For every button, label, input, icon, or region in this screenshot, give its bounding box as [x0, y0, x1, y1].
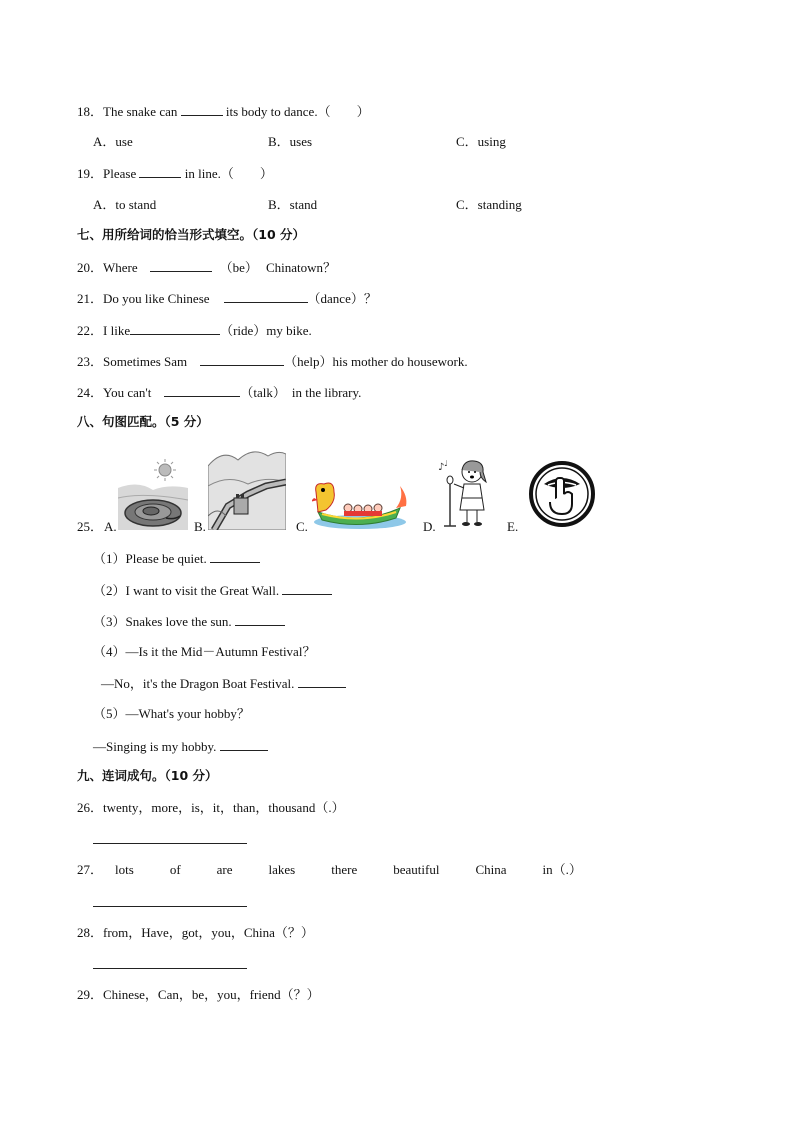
match-item-text: —Singing is my hobby.: [93, 739, 220, 754]
match-item-text: （3）Snakes love the sun.: [93, 614, 235, 629]
question-text: Do you like Chinese: [103, 291, 210, 306]
word: China: [475, 862, 507, 877]
answer-blank[interactable]: [224, 290, 308, 303]
word-hint: （talk）: [240, 385, 286, 400]
question-number: 29．: [77, 987, 104, 1002]
label-e: E.: [507, 519, 519, 534]
question-text: in line.（ ）: [181, 166, 273, 181]
question-text: Chinatown？: [265, 260, 336, 275]
option-b[interactable]: B．stand: [268, 197, 318, 212]
quiet-sign-picture: [528, 460, 596, 528]
question-number: 19．: [77, 166, 104, 181]
option-a[interactable]: A．use: [93, 134, 133, 149]
question-text: The snake can: [103, 104, 181, 119]
question-number: 26．: [77, 800, 104, 815]
match-item-4: （4）—Is it the Mid－Autumn Festival？: [93, 644, 316, 659]
word: lots: [115, 862, 134, 877]
question-22: [77, 322, 312, 339]
option-a[interactable]: A．to stand: [93, 197, 157, 212]
answer-line[interactable]: [93, 968, 247, 969]
match-item-text: —No，it's the Dragon Boat Festival.: [101, 676, 298, 691]
question-text: I like: [103, 323, 131, 338]
answer-blank[interactable]: [130, 322, 220, 335]
label-d: D.: [423, 519, 436, 534]
answer-blank[interactable]: [282, 582, 332, 595]
answer-blank[interactable]: [139, 165, 181, 178]
question-number: 24．: [77, 385, 104, 400]
match-item-5-reply: [93, 738, 268, 755]
question-text: Chinese，Can，be，you，friend（？）: [103, 987, 320, 1002]
question-number: 18．: [77, 104, 104, 119]
question-number: 27．: [77, 862, 104, 877]
option-b[interactable]: B．uses: [268, 134, 313, 149]
snake-sun-picture: [118, 458, 188, 530]
answer-line[interactable]: [93, 843, 247, 844]
match-item-2: [93, 582, 332, 599]
question-number: 25．: [77, 519, 104, 534]
question-text: its body to dance.（ ）: [222, 104, 370, 119]
question-text: from，Have，got，you，China（？）: [103, 925, 314, 940]
answer-blank[interactable]: [298, 675, 346, 688]
question-19: [77, 165, 273, 182]
word: in（.）: [542, 862, 582, 877]
question-number: 21．: [77, 291, 104, 306]
dragon-boat-picture: [312, 478, 408, 530]
great-wall-picture: [208, 446, 286, 530]
question-number: 22．: [77, 323, 104, 338]
answer-blank[interactable]: [181, 103, 223, 116]
question-18: [77, 103, 370, 120]
question-number: 28．: [77, 925, 104, 940]
question-20: [77, 259, 336, 276]
question-text: Sometimes Sam: [103, 354, 188, 369]
answer-blank[interactable]: [150, 259, 212, 272]
question-26: [77, 800, 345, 816]
question-text: in the library.: [291, 385, 362, 400]
question-23: [77, 353, 468, 370]
match-item-1: [93, 550, 260, 567]
answer-blank[interactable]: [235, 613, 285, 626]
question-text: Where: [103, 260, 138, 275]
question-28: [77, 925, 314, 941]
match-item-text: （1）Please be quiet.: [93, 551, 210, 566]
word-hint: （dance）？: [307, 291, 377, 306]
word-hint: （help）his mother do housework.: [284, 354, 468, 369]
answer-blank[interactable]: [164, 384, 240, 397]
word-hint: （ride）my bike.: [220, 323, 312, 338]
match-item-3: [93, 613, 285, 630]
label-b: B.: [194, 519, 206, 534]
word: are: [216, 862, 233, 877]
word: there: [331, 862, 358, 877]
word: beautiful: [393, 862, 440, 877]
section-8-heading: 八、句图匹配。（5 分）: [77, 414, 209, 429]
label-a: A.: [104, 519, 117, 534]
label-c: C.: [296, 519, 308, 534]
option-c[interactable]: C．standing: [456, 197, 522, 212]
question-24: [77, 384, 361, 401]
singing-girl-picture: [436, 458, 492, 530]
question-text: Please: [103, 166, 140, 181]
svg-text:♩: ♩: [444, 459, 448, 468]
answer-blank[interactable]: [210, 550, 260, 563]
answer-blank[interactable]: [220, 738, 268, 751]
svg-text:♪: ♪: [438, 462, 445, 473]
match-item-text: （2）I want to visit the Great Wall.: [93, 583, 283, 598]
question-number: 23．: [77, 354, 104, 369]
answer-line[interactable]: [93, 906, 247, 907]
question-text: twenty，more，is，it，than，thousand（.）: [103, 800, 345, 815]
word: lakes: [268, 862, 296, 877]
option-c[interactable]: C．using: [456, 134, 506, 149]
question-27: [77, 862, 582, 878]
section-9-heading: 九、连词成句。（10 分）: [77, 768, 218, 783]
word-hint: （be）: [219, 260, 258, 275]
question-21: [77, 290, 377, 307]
question-number: 20．: [77, 260, 104, 275]
section-7-heading: 七、用所给词的恰当形式填空。（10 分）: [77, 227, 305, 242]
word: of: [169, 862, 181, 877]
answer-blank[interactable]: [200, 353, 284, 366]
match-item-5: （5）—What's your hobby？: [93, 706, 250, 721]
question-29: [77, 987, 320, 1003]
match-item-4-reply: [101, 675, 346, 692]
question-text: You can't: [103, 385, 152, 400]
